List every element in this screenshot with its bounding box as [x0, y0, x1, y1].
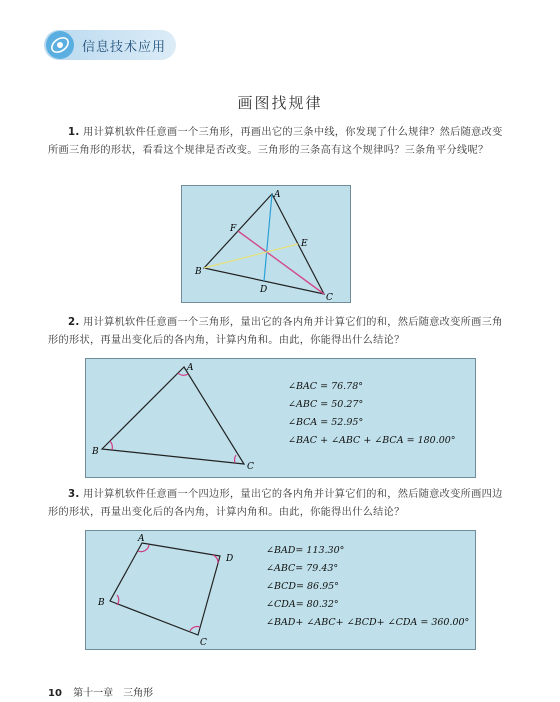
- measurement-sum: ∠BAC + ∠ABC + ∠BCA = 180.00°: [288, 435, 456, 446]
- label-f: F: [230, 224, 237, 234]
- measurement-bcd: ∠BCD= 86.95°: [266, 581, 339, 592]
- measurement-cda: ∠CDA= 80.32°: [266, 599, 339, 610]
- label-c: C: [326, 293, 333, 302]
- problem-number: 2.: [68, 317, 80, 328]
- problem-2: [48, 314, 512, 350]
- angle-mark-d: [213, 555, 218, 563]
- figure-2-panel: [85, 358, 476, 478]
- figure-3-panel: [85, 530, 476, 650]
- problem-number: 3.: [68, 489, 80, 500]
- label-c: C: [247, 462, 254, 472]
- measurement-bad: ∠BAD= 113.30°: [266, 545, 345, 556]
- label-e: E: [301, 239, 308, 249]
- problem-text: 用计算机软件任意画一个三角形，量出它的各内角并计算它们的和，然后随意改变所画三角形的形状，再量出变化后的各内角，计算内角和。由此，你能得出什么结论？: [48, 317, 503, 346]
- quadrilateral-abcd: [110, 543, 220, 635]
- page-number: 10: [48, 688, 62, 699]
- label-d: D: [226, 554, 234, 564]
- problem-text: 用计算机软件任意画一个四边形，量出它的各内角并计算它们的和，然后随意改变所画四边形的形状，再量出变化后的各内角，计算内角和。由此，你能得出什么结论？: [48, 489, 503, 518]
- label-b: B: [98, 598, 105, 608]
- page-footer: [48, 684, 153, 699]
- info-tech-icon: [46, 31, 74, 59]
- chapter-title: 第十一章 三角形: [73, 688, 154, 699]
- triangle-abc: [102, 367, 244, 464]
- angle-mark-b: [110, 441, 112, 450]
- section-tag-label: 信息技术应用: [82, 40, 167, 55]
- problem-number: 1.: [68, 127, 80, 138]
- label-c: C: [200, 638, 207, 648]
- label-d: D: [260, 285, 268, 295]
- figure-3-quadrilateral: [86, 531, 266, 649]
- problem-text: 用计算机软件任意画一个三角形，再画出它的三条中线，你发现了什么规律？然后随意改变所画三角形的形状，看看这个规律是否改变。三角形的三条高有这个规律吗？三条角平分线呢？: [48, 127, 503, 156]
- angle-mark-c: [235, 455, 236, 463]
- measurement-abc: ∠ABC = 50.27°: [288, 399, 364, 410]
- measurement-bac: ∠BAC = 76.78°: [288, 381, 364, 392]
- label-a: A: [274, 190, 281, 200]
- problem-3: [48, 486, 512, 522]
- label-a: A: [187, 363, 194, 373]
- measurement-bca: ∠BCA = 52.95°: [288, 417, 364, 428]
- figure-1-triangle: [182, 186, 350, 302]
- page-title: 画图找规律: [237, 94, 323, 112]
- figure-1-panel: [181, 185, 351, 303]
- label-b: B: [195, 267, 202, 277]
- label-a: A: [138, 534, 145, 544]
- label-b: B: [92, 447, 99, 457]
- figure-2-triangle: [86, 359, 286, 477]
- angle-mark-a: [178, 373, 188, 375]
- median-ad: [264, 194, 272, 281]
- measurement-abc: ∠ABC= 79.43°: [266, 563, 339, 574]
- problem-1: [48, 124, 512, 160]
- angle-mark-c: [190, 626, 200, 631]
- measurement-sum: ∠BAD+ ∠ABC+ ∠BCD+ ∠CDA = 360.00°: [266, 617, 470, 628]
